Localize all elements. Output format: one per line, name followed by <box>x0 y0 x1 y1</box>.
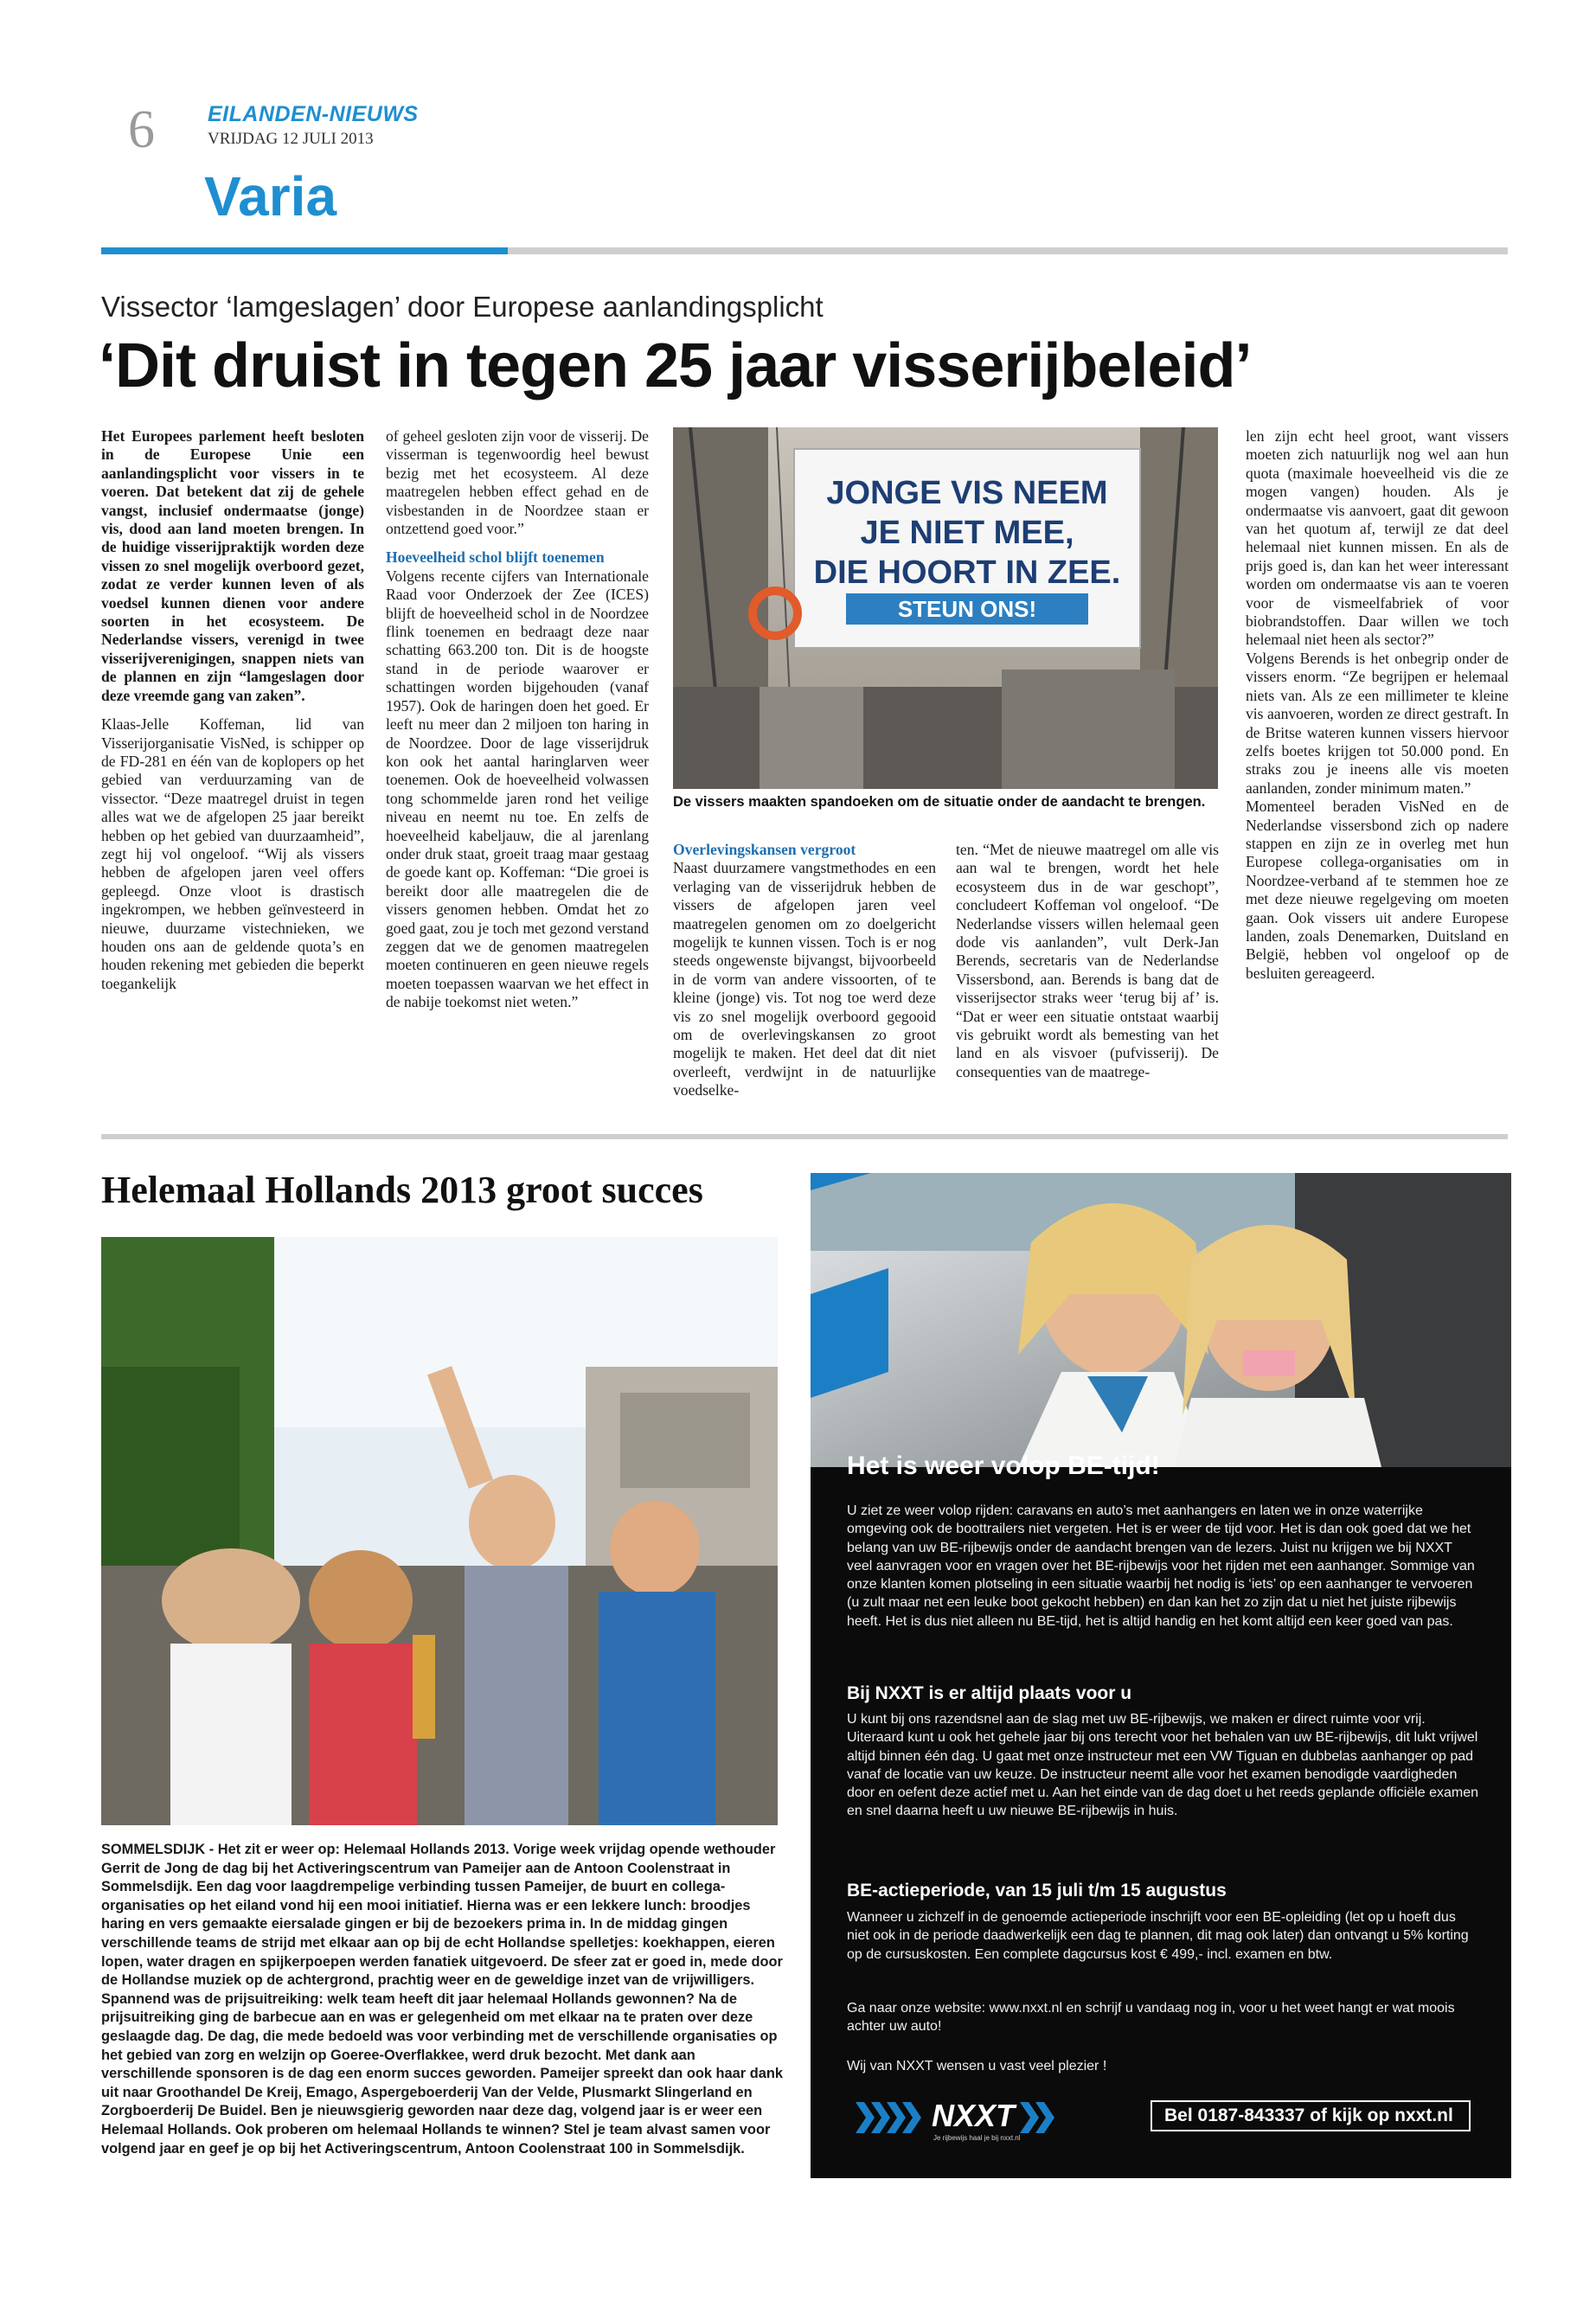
article-photo-banner <box>673 427 1218 789</box>
newspaper-brand-logo: EILANDEN-NIEUWS <box>208 102 419 126</box>
article-paragraph: Volgens Berends is het onbegrip onder de vissers enorm. “Ze begrijpen er helemaal niets van. Als ze een millimeter te kleine vis aanvoeren, worden ze direct gestraft. In de Britse wateren kunnen vissers hiervoor zelfs boetes krijgen tot 50.000 pond. En straks zou je ineens alle vis moeten aanlanden, zonder minimum maten.” <box>1246 649 1509 797</box>
banner-line-2: JE NIET MEE, <box>860 515 1074 551</box>
article-paragraph: Naast duurzamere vangstmethodes en een verlaging van de visserijdruk hebben de vissers de afgelopen jaren veel maatregelen genomen om zo doelgericht mogelijk te kunnen vissen. Toch is er nog steeds ongewenste bijvangst, bijvoorbeeld in de vorm van andere vissoorten, of te kleine (jonge) vis. Tot nog toe werd deze vis zo snel mogelijk overboord gegooid om de overlevingskansen zo groot mogelijk te maken. Het deel dat dit niet overleeft, verdwijnt in de natuurlijke voedselke- <box>673 859 936 1099</box>
article-paragraph: of geheel gesloten zijn voor de visserij. De visserman is tegenwoordig heel bewust bezig met het ecosysteem. Al deze maatregelen hebben effect gehad en de visbestanden in de Noordzee staan er ontzettend goed voor.” <box>386 427 649 538</box>
ad-body-text: Wanneer u zichzelf in de genoemde actieperiode inschrijft voor een BE-opleiding (let op u hoeft dus niet ook in de periode daadwerkelijk een dag te plannen, dit mag ook later) dan ontvangt u 5% korting op de cursuskosten. Een complete dagcursus kost € 499,- incl. examen en btw. <box>847 1910 1469 1962</box>
article-kicker: Vissector ‘lamgeslagen’ door Europese aanlandingsplicht <box>101 291 824 323</box>
ad-subheading: BE-actieperiode, van 15 juli t/m 15 augustus <box>847 1881 1227 1900</box>
article-subhead: Hoeveelheid schol blijft toenemen <box>386 548 605 567</box>
page-number: 6 <box>128 100 155 159</box>
article-paragraph: Momenteel beraden VisNed en de Nederlandse vissersbond zich op nadere stappen en zijn ze in overleg met hun Europese collega-organisaties om in Noordzee-verband af te stemmen hoe ze met deze nieuwe regelgeving om moeten gaan. Ook vissers uit andere Europese landen, zoals Denemarken, Duitsland en België, hebben vol ongeloof op de besluiten gereageerd. <box>1246 798 1509 982</box>
article2-caption: SOMMELSDIJK - Het zit er weer op: Helemaal Hollands 2013. Vorige week vrijdag opende wethouder Gerrit de Jong de dag bij het Activeringscentrum van Pameijer aan de Antoon Coolenstraat in Sommelsdijk. Een dag voor laagdrempelige verbinding tussen Pameijer, de buurt en collega-organisaties op het eiland vond hij een mooi initiatief. Hierna was er een lekkere lunch: broodjes haring en vers gemaakte eiersalade gingen er bij de bezoekers prima in. In de middag gingen verschillende teams de strijd met elkaar aan op bij de echt Hollandse spelletjes: koekhappen, eieren lopen, water dragen en spijkerpoepen werden fanatiek uitgevoerd. De sfeer zat er goed in, mede door de Hollandse muziek op de achtergrond, prachtig weer en de geweldige inzet van de vrijwilligers. Spannend was de prijsuitreiking: welk team heeft dit jaar helemaal Hollands gewonnen? Na de prijsuitreiking ging de barbecue aan en was er gelegenheid om met elkaar na te praten over deze geslaagde dag. De dag, die mede bedoeld was voor verbinding met de verschillende organisaties op het gebied van zorg en welzijn op Goeree-Overflakkee, werd druk bezocht. Met dank aan verschillende sponsoren is de dag een enorm succes geworden. Pameijer spreekt dan ook haar dank uit naar Groothandel De Kreij, Emago, Aspergeboerderij Van der Velde, Plusmarkt Slingerland en Zorgboerderij De Buidel. Ben je nieuwsgierig geworden naar deze dag, volgend jaar is er weer een Helemaal Hollands. Ook proberen om helemaal Hollands te winnen? Stel je team alvast samen voor volgend jaar en geef je op bij het Activeringscentrum, Antoon Coolenstraat 100 in Sommelsdijk. <box>101 1842 783 2157</box>
banner-line-1: JONGE VIS NEEM <box>826 475 1108 511</box>
group-photo-illustration <box>101 1237 778 1825</box>
article-column-3 <box>673 841 936 1111</box>
ad-body-text: Ga naar onze website: www.nxxt.nl en schrijf u vandaag nog in, voor u het weet hangt er wat moois achter uw auto! <box>847 2001 1455 2035</box>
banner-line-3: DIE HOORT IN ZEE. <box>813 554 1121 591</box>
section-divider <box>101 1134 1508 1139</box>
article-paragraph: Klaas-Jelle Koffeman, lid van Visserijorganisatie VisNed, is schipper op de FD-281 en één van de koplopers op het gebied van verduurzaming van de vissector. “Deze maatregel druist in tegen alles wat we de afgelopen 25 jaar bereikt hebben op het gebied van duurzaamheid”, zegt hij vol ongeloof. “Wij als vissers hebben de afgelopen jaren veel offers gepleegd. Onze vloot is drastisch ingekrompen, we hebben geïnvesteerd in nieuwe, duurzame vistechnieken, we houden ons aan de geldende quota’s en houden rekening met gebieden die beperkt toegankelijk <box>101 715 364 992</box>
logo-tagline: Je rijbewijs haal je bij nxxt.nl <box>933 2134 1021 2142</box>
article-subhead: Overlevingskansen vergroot <box>673 841 856 858</box>
article-headline: ‘Dit druist in tegen 25 jaar visserijbeleid’ <box>99 331 1252 401</box>
ad-title: Het is weer volop BE-tijd! <box>847 1452 1160 1480</box>
banner-line-4: STEUN ONS! <box>897 596 1037 622</box>
article-lead: Het Europees parlement heeft besloten in de Europese Unie een aanlandingsplicht voor vissers in te voeren. Dat betekent dat zij de gehele vangst, inclusief ondermaatse (jonge) vis, dood aan land moeten brengen. In de huidige visserijpraktijk worden deze vissen zo snel mogelijk overboord gezet, zodat ze verder kunnen leven of als voedsel kunnen dienen voor andere soorten in het ecosysteem. De Nederlandse vissers, verenigd in twee visserijverenigingen, snappen niets van de plannen en zijn “lamgeslagen door deze vreemde gang van zaken”. <box>101 427 364 704</box>
section-title: Varia <box>204 165 337 228</box>
ad-contact-box[interactable]: Bel 0187-843337 of kijk op nxxt.nl <box>1151 2100 1471 2131</box>
article-column-5 <box>1246 427 1509 993</box>
article-paragraph: len zijn echt heel groot, want vissers moeten zich natuurlijk nog wel aan hun quota (maximale hoeveelheid vis die ze mogen vangen) houden. Als je ondermaatse vis aanvoert, gaat dit gewoon van het quotum af, terwijl ze dat deel helemaal niet kunnen missen. En als de prijs goed is, dan kan het weer interessant worden om ondermaatse vis aan te voeren voor de vismeelfabriek of voor biobrandstoffen. Daar willen we toch helemaal niet heen als sector?” <box>1246 427 1509 649</box>
ad-body-text: U kunt bij ons razendsnel aan de slag met uw BE-rijbewijs, we maken er direct ruimte voor vrij. Uiteraard kunt u ook het gehele jaar bij ons terecht voor het behalen van uw BE-rijbewijs, dit lukt vrijwel altijd binnen één dag. U gaat met onze instructeur met een VW Tiguan en dubbelas aanhanger op pad vanaf de locatie van uw keuze. De instructeur neemt alle voor het examen benodigde vaardigheden door en oefent deze actief met u. Aan het einde van de dag doet u het reeds geplande officiële examen en snel daarna heeft u uw nieuwe BE-rijbewijs in huis. <box>847 1712 1479 1819</box>
article2-headline: Helemaal Hollands 2013 groot succes <box>101 1169 703 1211</box>
ad-body-text: Wij van NXXT wensen u vast veel plezier ! <box>847 2059 1107 2073</box>
article-column-4 <box>956 841 1219 1092</box>
chevron-logo-icon <box>856 2092 1063 2144</box>
article-paragraph: ten. “Met de nieuwe maatregel om alle vis aan wal te brengen, wordt het hele ecosysteem dus in de war geschopt”, concludeert Koffeman vol ongeloof. “De Nederlandse vissers willen helemaal geen dode vis aanlanden”, vult Derk-Jan Berends, secretaris van de Nederlandse Vissersbond, aan. Berends is bang dat de visserijsector straks weer ‘terug bij af’ is. “Dat er weer een situatie ontstaat waarbij vis gebruikt wordt als bemesting van het land en als visvoer (pufvisserij). De consequenties van de maatrege- <box>956 841 1219 1080</box>
article-column-1 <box>101 427 364 1003</box>
article-column-2 <box>386 427 649 1022</box>
logo-text: NXXT <box>932 2098 1016 2133</box>
ad-intro-text: U ziet ze weer volop rijden: caravans en auto’s met aanhangers en laten we in onze waterrijke omgeving ook de boottrailers niet vergeten. Het is er weer de tijd voor. Het is dan ook goed dat we het belang van uw BE-rijbewijs onder de aandacht brengen van de lezers. Juist nu krijgen we bij NXXT veel aanvragen voor en vragen over het BE-rijbewijs voor het rijden met een aanhanger. Sommige van onze klanten komen plotseling in een situatie waarbij het nodig is ‘iets’ op een aanhanger te vervoeren (u zult maar net een leuke boot gekocht hebben) en dan kan het zo zijn dat u niet het juiste rijbewijs heeft. Het is dus niet alleen nu BE-tijd, het is altijd handig en het komt altijd een keer goed van pas. <box>847 1503 1475 1629</box>
article-paragraph: Volgens recente cijfers van Internationale Raad voor Onderzoek der Zee (ICES) blijft de hoeveelheid schol in de Noordzee flink toenemen en bedraagt deze naar schatting 663.200 ton. Dit is de hoogste stand in de periode waarover er schattingen worden bijgehouden (vanaf 1957). Ook de haringen doen het goed. Er leeft nu meer dan 2 miljoen ton haring in de Noordzee. Door de lage visserijdruk kon ook het aantal haringlarven weer toenemen. Ook de hoeveelheid volwassen tong schommelde jaren rond het veilige niveau en neemt nu toe. En zelfs de hoeveelheid kabeljauw, die al jarenlang onder druk staat, groeit traag maar gestaag de goede kant op. Koffeman: “Die groei is bereikt door alle maatregelen die de vissers genomen hebben. Omdat het zo goed gaat, zou je toch met gezond verstand zeggen dat we de genomen maatregelen moeten continueren en geen nieuwe regels moeten toepassen waarvan we het effect in de nabije toekomst niet weten.” <box>386 567 649 1011</box>
ad-photo-illustration <box>811 1173 1511 1467</box>
nxxt-advertisement[interactable] <box>811 1173 1511 2178</box>
publication-date: VRIJDAG 12 JULI 2013 <box>208 130 374 148</box>
photo-banner-illustration <box>673 427 1218 789</box>
header-divider-accent <box>101 247 508 254</box>
article2-photo-group <box>101 1237 778 1825</box>
photo-caption: De vissers maakten spandoeken om de situatie onder de aandacht te brengen. <box>673 794 1206 810</box>
ad-subheading: Bij NXXT is er altijd plaats voor u <box>847 1683 1132 1703</box>
nxxt-logo[interactable] <box>856 2092 1063 2144</box>
